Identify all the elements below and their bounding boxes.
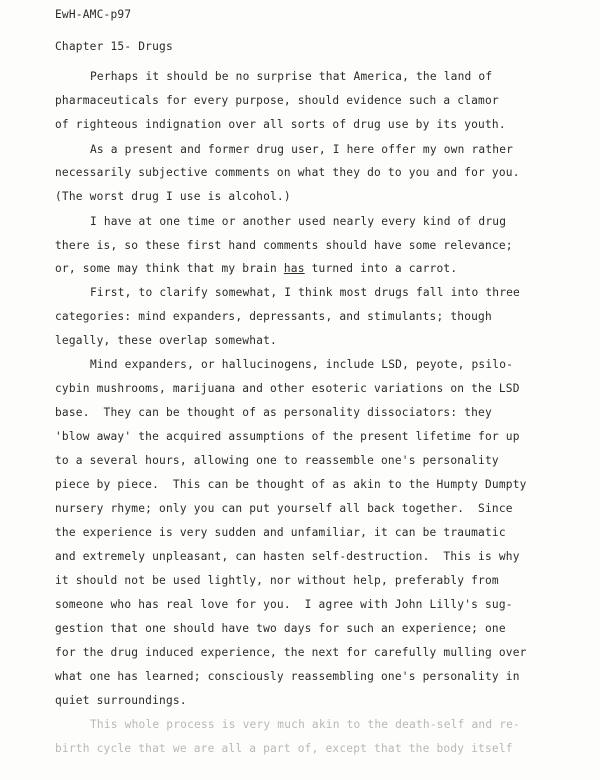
body-line: necessarily subjective comments on what they do to you and for you. <box>55 166 520 179</box>
body-line: As a present and former drug user, I here offer my own rather <box>90 143 514 156</box>
body-line: base. They can be thought of as personality dissociators: they <box>55 406 492 419</box>
chapter-title: Chapter 15- Drugs <box>55 40 173 53</box>
underlined-word: has <box>283 262 305 275</box>
body-line: pharmaceuticals for every purpose, should evidence such a clamor <box>55 94 499 107</box>
body-line: of righteous indignation over all sorts of drug use by its youth. <box>55 118 506 131</box>
body-line: First, to clarify somewhat, I think most drugs fall into three <box>90 286 520 299</box>
body-line: the experience is very sudden and unfamiliar, it can be traumatic <box>55 526 506 539</box>
body-line: 'blow away' the acquired assumptions of the present lifetime for up <box>55 430 520 443</box>
body-line <box>55 262 457 276</box>
body-line-faded: birth cycle that we are all a part of, except that the body itself <box>55 742 513 755</box>
body-line-faded: This whole process is very much akin to the death-self and re- <box>90 718 520 731</box>
body-line: for the drug induced experience, the next for carefully mulling over <box>55 646 527 659</box>
body-line: Perhaps it should be no surprise that America, the land of <box>90 70 493 83</box>
body-line: quiet surroundings. <box>55 694 187 707</box>
body-line: piece by piece. This can be thought of as akin to the Humpty Dumpty <box>55 478 527 491</box>
line-segment: or, some may think that my brain <box>55 262 277 275</box>
body-line: gestion that one should have two days for such an experience; one <box>55 622 506 635</box>
document-id: EwH-AMC-p97 <box>55 8 132 21</box>
body-line: it should not be used lightly, nor without help, preferably from <box>55 574 499 587</box>
body-line: (The worst drug I use is alcohol.) <box>55 190 291 203</box>
body-line: legally, these overlap somewhat. <box>55 334 277 347</box>
body-line: cybin mushrooms, marijuana and other esoteric variations on the LSD <box>55 382 520 395</box>
body-line: nursery rhyme; only you can put yourself all back together. Since <box>55 502 513 515</box>
body-line: categories: mind expanders, depressants, and stimulants; though <box>55 310 492 323</box>
line-segment: turned into a carrot. <box>311 262 458 275</box>
body-line: what one has learned; consciously reassembling one's personality in <box>55 670 520 683</box>
body-line: there is, so these first hand comments should have some relevance; <box>55 239 513 252</box>
body-line: someone who has real love for you. I agree with John Lilly's sug- <box>55 598 513 611</box>
body-line: to a several hours, allowing one to reassemble one's personality <box>55 454 499 467</box>
body-line: Mind expanders, or hallucinogens, include LSD, peyote, psilo- <box>90 358 514 371</box>
body-line: and extremely unpleasant, can hasten self-destruction. This is why <box>55 550 520 563</box>
body-line: I have at one time or another used nearly every kind of drug <box>90 215 507 228</box>
